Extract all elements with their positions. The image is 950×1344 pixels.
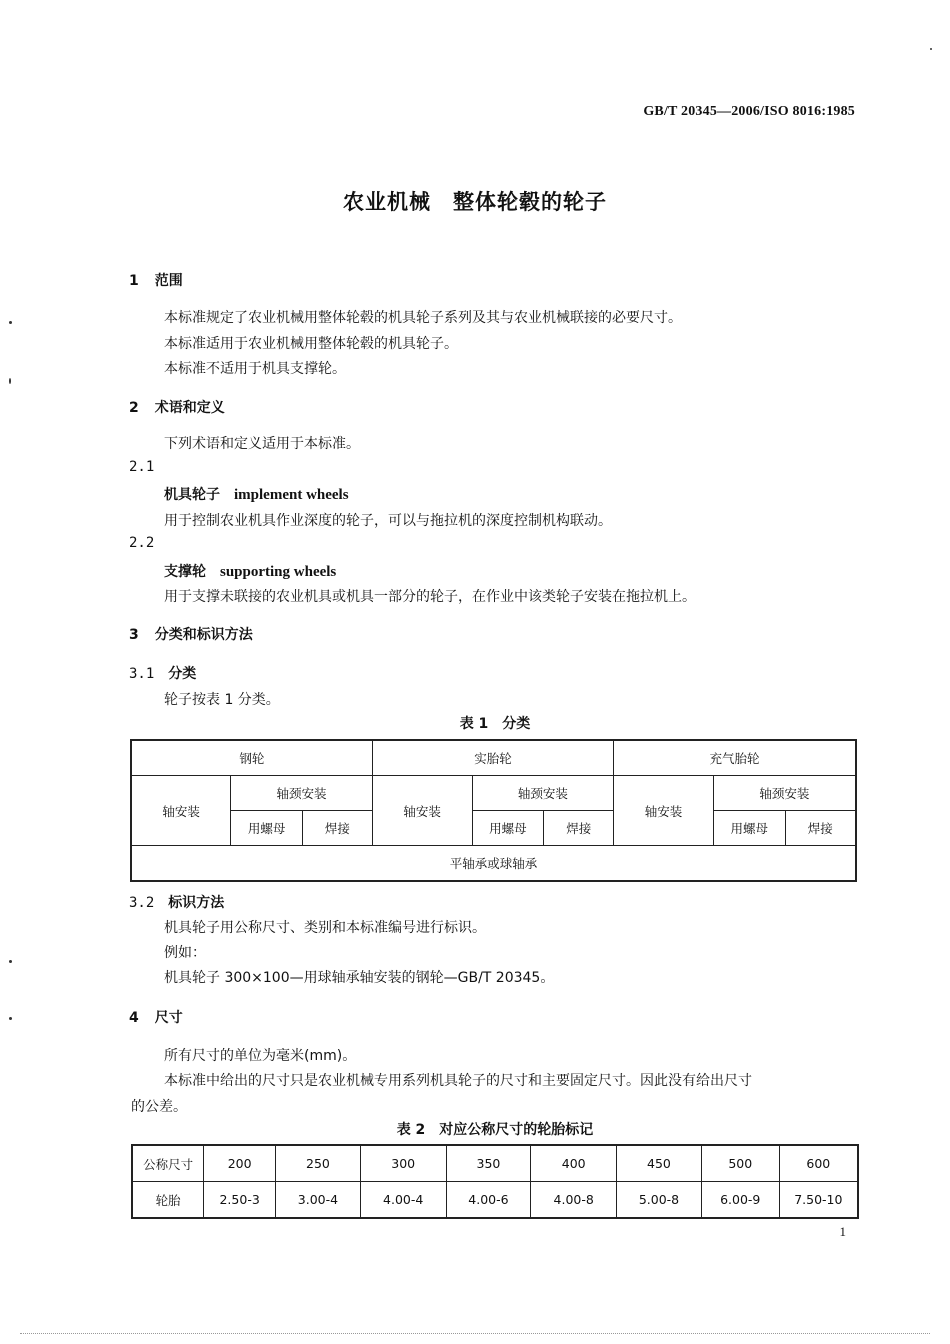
size-cell: 600: [779, 1145, 858, 1182]
table-cell: 焊接: [544, 811, 614, 846]
paragraph: 本标准适用于农业机械用整体轮毂的机具轮子。: [164, 336, 458, 352]
table-header-cell: 实胎轮: [372, 740, 613, 776]
table-cell: 用螺母: [472, 811, 544, 846]
section-title: 术语和定义: [154, 400, 225, 416]
table-header-cell: 充气胎轮: [614, 740, 856, 776]
size-cell: 300: [360, 1145, 446, 1182]
paragraph: 本标准规定了农业机械用整体轮毂的机具轮子系列及其与农业机械联接的必要尺寸。: [164, 310, 682, 326]
table-cell: 焊接: [785, 811, 856, 846]
scan-speck: [9, 321, 12, 324]
size-cell: 400: [531, 1145, 617, 1182]
tire-cell: 2.50-3: [204, 1182, 276, 1219]
scan-speck: [9, 1017, 12, 1020]
term-implement-wheels: [164, 484, 349, 504]
table-cell: 轴安装: [372, 776, 472, 846]
section-title: 尺寸: [154, 1010, 183, 1026]
scan-speck: [9, 960, 12, 963]
table-1-caption: 表 1 分类: [459, 716, 531, 732]
section-number: 2: [129, 400, 139, 416]
tire-cell: 7.50-10: [779, 1182, 858, 1219]
section-1-heading: [129, 270, 183, 290]
table-header-cell: 钢轮: [131, 740, 372, 776]
section-number: 3.1: [129, 666, 155, 682]
term-en: implement wheels: [234, 487, 349, 503]
tire-cell: 4.00-6: [446, 1182, 531, 1219]
size-cell: 350: [446, 1145, 531, 1182]
tire-cell: 5.00-8: [617, 1182, 702, 1219]
section-3-1-heading: [129, 663, 196, 683]
table-cell: 用螺母: [713, 811, 785, 846]
paragraph: 轮子按表 1 分类。: [164, 692, 280, 708]
paragraph: 下列术语和定义适用于本标准。: [164, 436, 360, 452]
table-cell: 焊接: [303, 811, 373, 846]
table-cell: 轴颈安装: [231, 776, 373, 811]
table-2-caption: 表 2 对应公称尺寸的轮胎标记: [396, 1122, 594, 1138]
paragraph: 例如：: [164, 945, 206, 961]
table-cell: 轴颈安装: [713, 776, 856, 811]
section-title: 范围: [154, 273, 183, 289]
section-4-heading: [129, 1007, 183, 1027]
section-title: 分类: [168, 666, 197, 682]
table-cell: 用螺母: [231, 811, 303, 846]
section-3-heading: [129, 624, 253, 644]
tire-cell: 6.00-9: [701, 1182, 779, 1219]
term-cn: 支撑轮: [164, 564, 206, 580]
table-cell: 轴安装: [131, 776, 231, 846]
tire-cell: 3.00-4: [276, 1182, 361, 1219]
paragraph: 本标准中给出的尺寸只是农业机械专用系列机具轮子的尺寸和主要固定尺寸。因此没有给出尺寸: [164, 1073, 752, 1089]
paragraph: 机具轮子用公称尺寸、类别和本标准编号进行标识。: [164, 920, 486, 936]
clause-number: 2.1: [129, 459, 155, 475]
standard-code: GB/T 20345—2006/ISO 8016:1985: [643, 104, 855, 119]
table-2: [131, 1144, 859, 1219]
section-number: 4: [129, 1010, 139, 1026]
term-supporting-wheels: [164, 561, 336, 581]
clause-number: 2.2: [129, 535, 155, 551]
section-2-heading: [129, 397, 225, 417]
section-number: 3: [129, 627, 139, 643]
page-title: 农业机械 整体轮毂的轮子: [343, 190, 607, 214]
section-number: 1: [129, 273, 139, 289]
table-cell: 轴颈安装: [472, 776, 614, 811]
row-label: 轮胎: [132, 1182, 204, 1219]
definition: 用于支撑未联接的农业机具或机具一部分的轮子，在作业中该类轮子安装在拖拉机上。: [164, 589, 696, 605]
section-title: 标识方法: [168, 895, 225, 911]
tire-cell: 4.00-4: [360, 1182, 446, 1219]
scan-speck: [930, 48, 932, 50]
paragraph: 所有尺寸的单位为毫米(mm)。: [164, 1048, 357, 1064]
size-cell: 250: [276, 1145, 361, 1182]
term-cn: 机具轮子: [164, 487, 220, 503]
paragraph: 本标准不适用于机具支撑轮。: [164, 361, 346, 377]
paragraph: 机具轮子 300×100—用球轴承轴安装的钢轮—GB/T 20345。: [164, 970, 555, 986]
row-label: 公称尺寸: [132, 1145, 204, 1182]
size-cell: 450: [617, 1145, 702, 1182]
section-3-2-heading: [129, 892, 224, 912]
table-cell: 平轴承或球轴承: [131, 846, 856, 882]
tire-cell: 4.00-8: [531, 1182, 617, 1219]
size-cell: 200: [204, 1145, 276, 1182]
page-number: 1: [839, 1224, 846, 1239]
paragraph: 的公差。: [131, 1099, 187, 1115]
section-number: 3.2: [129, 895, 155, 911]
scan-speck: [9, 378, 11, 384]
size-cell: 500: [701, 1145, 779, 1182]
definition: 用于控制农业机具作业深度的轮子，可以与拖拉机的深度控制机构联动。: [164, 513, 612, 529]
table-1: [130, 739, 857, 882]
section-title: 分类和标识方法: [154, 627, 253, 643]
table-cell: 轴安装: [614, 776, 714, 846]
scan-edge-noise: [20, 1333, 930, 1334]
term-en: supporting wheels: [220, 564, 337, 580]
